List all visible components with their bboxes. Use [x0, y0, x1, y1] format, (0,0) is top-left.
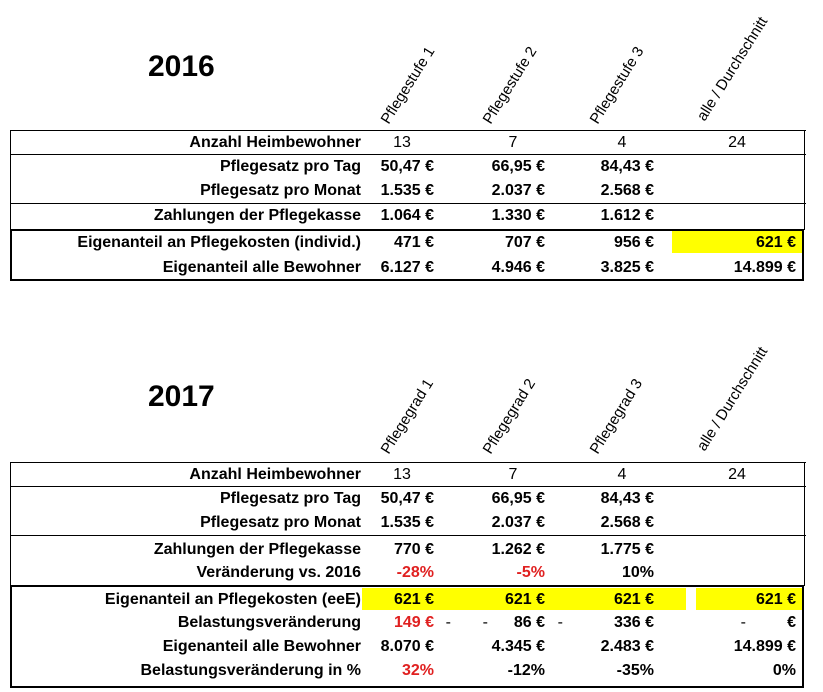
table-row — [10, 257, 806, 279]
column-header: Pflegestufe 3 — [586, 43, 648, 127]
table-row — [10, 488, 806, 510]
table-row — [10, 589, 806, 611]
cell: 621 € — [755, 234, 796, 251]
table-row — [10, 464, 806, 486]
cell: 10% — [621, 564, 654, 581]
cell: 0% — [772, 662, 796, 679]
table-row — [10, 156, 806, 178]
column-header: alle / Durchschnitt — [693, 343, 772, 454]
row-label: Belastungsveränderung — [177, 614, 361, 631]
column-header: Pflegegrad 2 — [479, 375, 540, 457]
cell: 8.070 € — [380, 638, 434, 655]
cell: 84,43 € — [600, 490, 654, 507]
cell: 471 € — [393, 234, 434, 251]
column-header: Pflegegrad 3 — [586, 375, 647, 457]
table-row — [10, 180, 806, 202]
cell: 2.483 € — [600, 638, 654, 655]
cell: 3.825 € — [600, 259, 654, 276]
cell: 707 € — [504, 234, 545, 251]
cell: 149 € — [393, 614, 434, 631]
table-2017 — [10, 462, 806, 690]
cell: 6.127 € — [380, 259, 434, 276]
cell: 621 € — [504, 591, 545, 608]
row-label: Eigenanteil an Pflegekosten (eeE) — [104, 591, 361, 608]
row-label: Pflegesatz pro Monat — [200, 514, 361, 531]
cell: 621 € — [393, 591, 434, 608]
table-row — [10, 132, 806, 154]
cell: 24 — [728, 134, 746, 151]
cell: 336 € — [613, 614, 654, 631]
cell: -35% — [616, 662, 654, 679]
cell: 1.612 € — [600, 207, 654, 224]
cell: 84,43 € — [600, 158, 654, 175]
row-label: Zahlungen der Pflegekasse — [153, 207, 361, 224]
cell: - — [482, 614, 488, 631]
cell: 1.775 € — [600, 541, 654, 558]
table-row — [10, 205, 806, 227]
cell: € — [787, 614, 796, 631]
cell: - — [740, 614, 746, 631]
cell: 1.330 € — [491, 207, 545, 224]
column-header: alle / Durchschnitt — [693, 13, 772, 125]
cell: 50,47 € — [380, 490, 434, 507]
cell: 1.064 € — [380, 207, 434, 224]
year-title-2017: 2017 — [148, 380, 215, 413]
cell: 14.899 € — [733, 259, 796, 276]
row-label: Zahlungen der Pflegekasse — [153, 541, 361, 558]
cell: 4.345 € — [491, 638, 545, 655]
cell: - — [445, 614, 451, 631]
table-row — [10, 512, 806, 534]
cell: - — [557, 614, 563, 631]
cell: 770 € — [393, 541, 434, 558]
table-row — [10, 539, 806, 561]
row-label: Pflegesatz pro Tag — [219, 158, 361, 175]
cell: 24 — [728, 466, 746, 483]
cell: -12% — [507, 662, 545, 679]
row-label: Eigenanteil alle Bewohner — [162, 638, 361, 655]
cell: 86 € — [513, 614, 545, 631]
row-label: Anzahl Heimbewohner — [189, 466, 361, 483]
cell: 66,95 € — [491, 158, 545, 175]
row-label: Anzahl Heimbewohner — [189, 134, 361, 151]
cell: 7 — [508, 466, 518, 483]
cell: 1.535 € — [380, 182, 434, 199]
table-2016 — [10, 130, 806, 282]
cell: 13 — [393, 134, 411, 151]
cell: 2.037 € — [491, 514, 545, 531]
cell: 4 — [617, 134, 627, 151]
column-header: Pflegestufe 1 — [377, 43, 439, 127]
cell: 2.568 € — [600, 514, 654, 531]
cell: 621 € — [613, 591, 654, 608]
column-header: Pflegegrad 1 — [377, 375, 438, 457]
cell: -5% — [516, 564, 545, 581]
row-label: Pflegesatz pro Monat — [200, 182, 361, 199]
cell: 2.568 € — [600, 182, 654, 199]
cell: 14.899 € — [733, 638, 796, 655]
cell: 621 € — [755, 591, 796, 608]
table-row — [10, 562, 806, 584]
cell: 2.037 € — [491, 182, 545, 199]
table-row — [10, 660, 806, 682]
row-label: Veränderung vs. 2016 — [196, 564, 361, 581]
cell: 4 — [617, 466, 627, 483]
cell: 13 — [393, 466, 411, 483]
cell: -28% — [396, 564, 434, 581]
cell: 956 € — [613, 234, 654, 251]
column-header: Pflegestufe 2 — [479, 43, 541, 127]
cell: 4.946 € — [491, 259, 545, 276]
year-title-2016: 2016 — [148, 50, 215, 83]
row-label: Pflegesatz pro Tag — [219, 490, 361, 507]
cell: 50,47 € — [380, 158, 434, 175]
table-row — [10, 232, 806, 254]
cell: 7 — [508, 134, 518, 151]
cell: 32% — [401, 662, 434, 679]
row-label: Eigenanteil an Pflegekosten (individ.) — [77, 234, 361, 251]
table-row — [10, 612, 806, 634]
row-label: Eigenanteil alle Bewohner — [162, 259, 361, 276]
cell: 66,95 € — [491, 490, 545, 507]
row-label: Belastungsveränderung in % — [140, 662, 361, 679]
cell: 1.535 € — [380, 514, 434, 531]
cell: 1.262 € — [491, 541, 545, 558]
table-row — [10, 636, 806, 658]
